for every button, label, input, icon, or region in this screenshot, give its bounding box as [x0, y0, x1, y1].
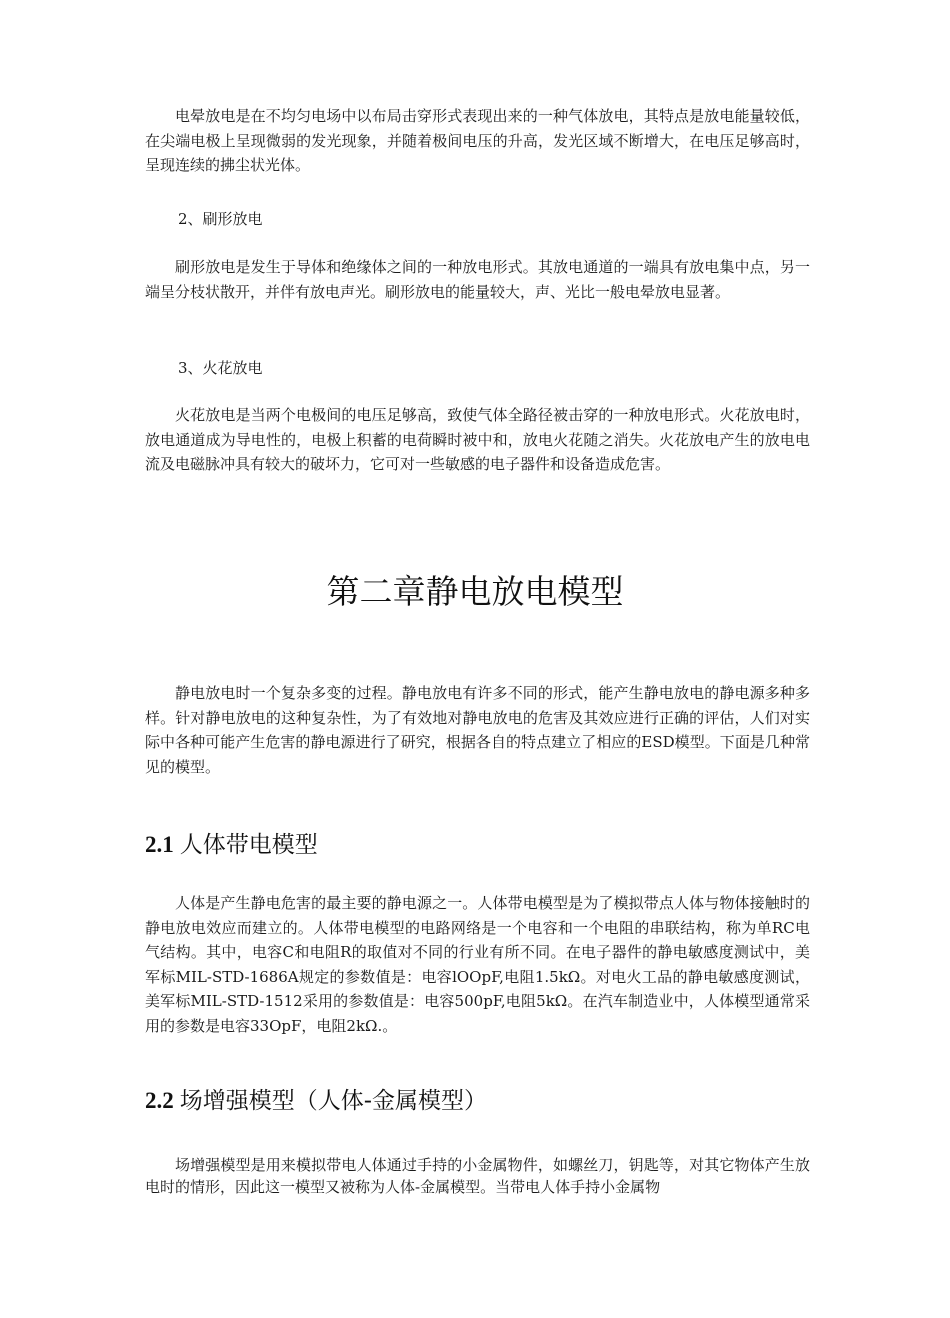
section-2-1-heading [145, 829, 810, 861]
human-body-model-block [145, 891, 810, 1038]
chapter-intro-block [145, 681, 810, 779]
section-2-2-title: 场增强模型（人体-金属模型） [179, 1088, 488, 1114]
corona-paragraph-block [145, 104, 810, 178]
section-2-2-number: 2.2 [145, 1088, 174, 1113]
human-body-model-paragraph: 人体是产生静电危害的最主要的静电源之一。人体带电模型是为了模拟带点人体与物体接触时的静电放电效应而建立的。人体带电模型的电路网络是一个电容和一个电阻的串联结构，称为单RC电气结构。其中，电容C和电阻R的取值对不同的行业有所不同。在电子器件的静电敏感度测试中，美军标MIL-STD-1686A规定的参数值是：电容lOOpF,电阻1.5kΩ。对电火工品的静电敏感度测试，美军标MIL-STD-1512采用的参数值是：电容500pF,电阻5kΩ。在汽车制造业中，人体模型通常采用的参数是电容33OpF，电阻2kΩ.。 [145, 894, 810, 1035]
field-enhanced-model-block [145, 1154, 810, 1198]
brush-discharge-paragraph: 刷形放电是发生于导体和绝缘体之间的一种放电形式。其放电通道的一端具有放电集中点，另一端呈分枝状散开，并伴有放电声光。刷形放电的能量较大，声、光比一般电晕放电显著。 [145, 258, 810, 301]
spark-discharge-paragraph: 火花放电是当两个电极间的电压足够高，致使气体全路径被击穿的一种放电形式。火花放电时，放电通道成为导电性的，电极上积蓄的电荷瞬时被中和，放电火花随之消失。火花放电产生的放电电流及电磁脉冲具有较大的破坏力，它可对一些敏感的电子器件和设备造成危害。 [145, 406, 810, 473]
field-enhanced-model-paragraph: 场增强模型是用来模拟带电人体通过手持的小金属物件，如螺丝刀，钥匙等，对其它物体产生放电时的情形，因此这一模型又被称为人体-金属模型。当带电人体手持小金属物 [145, 1156, 810, 1196]
chapter-title: 第二章静电放电模型 [326, 572, 624, 611]
spark-paragraph-block [145, 403, 810, 477]
section-2-1-number: 2.1 [145, 832, 174, 857]
section-2-2-heading [145, 1085, 810, 1117]
section-2-2-heading-block [145, 1085, 810, 1117]
spark-discharge-heading: 3、火花放电 [178, 359, 263, 377]
brush-discharge-heading: 2、刷形放电 [178, 210, 263, 228]
brush-heading-block [145, 207, 810, 231]
corona-discharge-paragraph: 电晕放电是在不均匀电场中以布局击穿形式表现出来的一种气体放电，其特点是放电能量较低，在尖端电极上呈现微弱的发光现象，并随着极间电压的升高，发光区域不断增大，在电压足够高时，呈现连续的拂尘状光体。 [145, 107, 810, 174]
section-2-1-heading-block [145, 829, 810, 861]
section-2-1-title: 人体带电模型 [179, 832, 318, 858]
spark-heading-block [145, 356, 810, 380]
chapter-intro-paragraph: 静电放电时一个复杂多变的过程。静电放电有许多不同的形式，能产生静电放电的静电源多种多样。针对静电放电的这种复杂性，为了有效地对静电放电的危害及其效应进行正确的评估，人们对实际中各种可能产生危害的静电源进行了研究，根据各自的特点建立了相应的ESD模型。下面是几种常见的模型。 [145, 684, 810, 776]
brush-paragraph-block [145, 255, 810, 304]
